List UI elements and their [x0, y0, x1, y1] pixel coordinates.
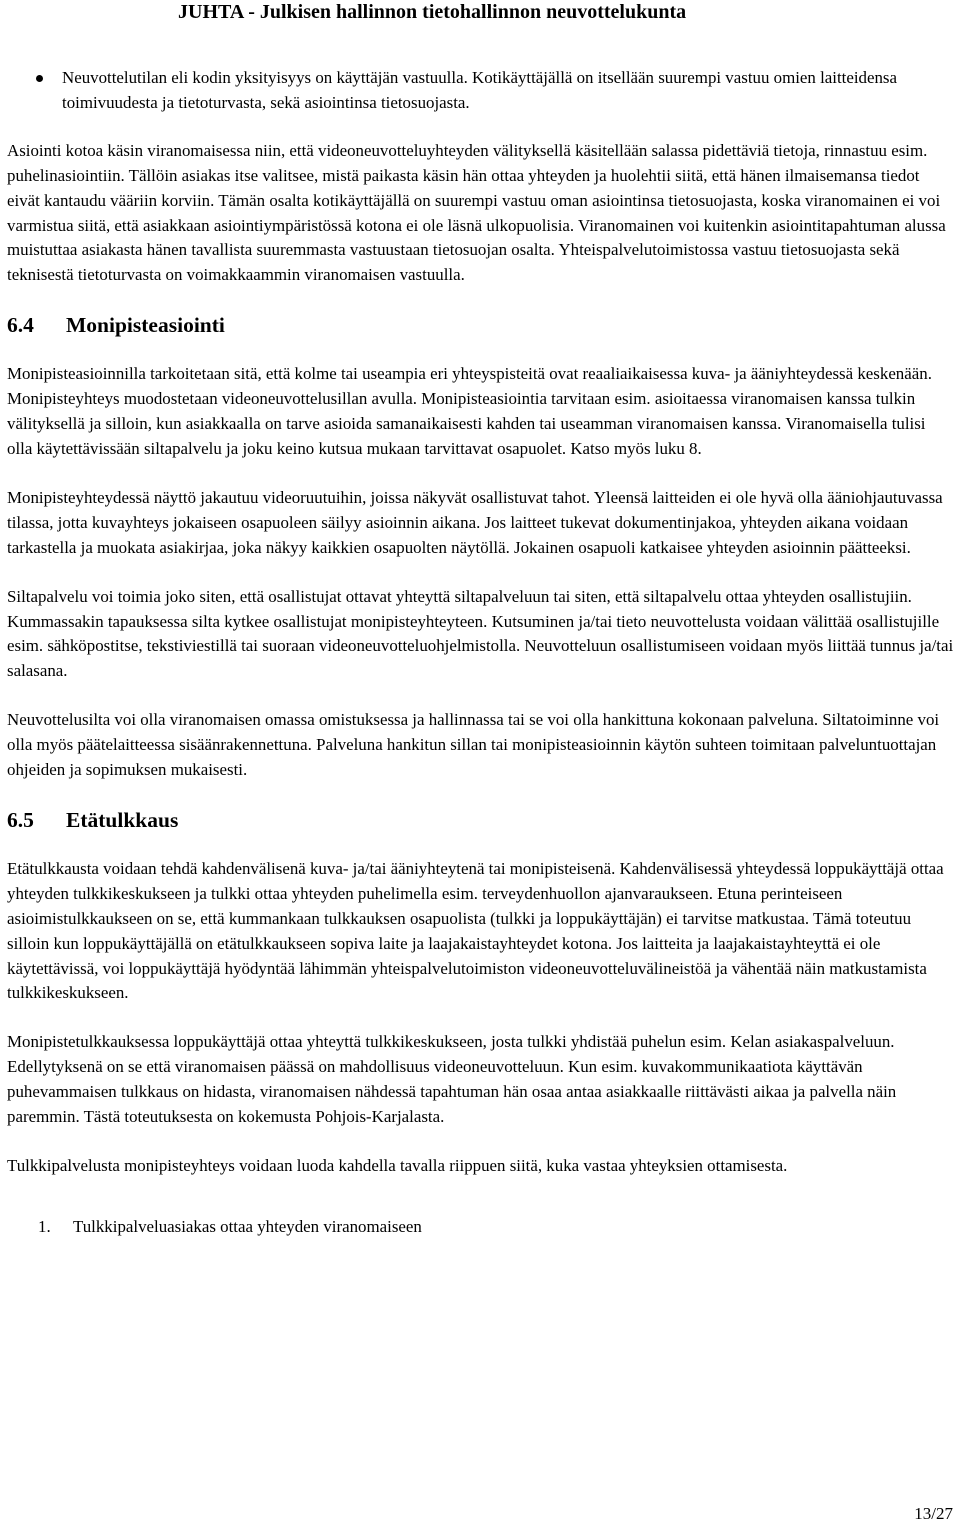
paragraph: Tulkkipalvelusta monipisteyhteys voidaan luoda kahdella tavalla riippuen siitä, kuka vastaa yhteyksien ottamisesta. — [7, 1156, 788, 1175]
document-body — [7, 66, 955, 1240]
section-number: 6.5 — [7, 807, 34, 832]
paragraph: Monipisteyhteydessä näyttö jakautuu videoruutuihin, joissa näkyvät osallistuvat tahot. Yleensä laitteiden ei ole hyvä olla ääniohjautuvassa tilassa, jotta kuvayhteys jokaiseen osapuoleen säilyy asioinnin aikana. Jos laitteet tukevat dokumentinjakoa, yhteyden aikana voidaan tarkastella ja muokata asiakirjaa, joka näkyy kaikkien osapuolten näytöllä. Jokainen osapuoli katkaisee yhteyden asioinnin päätteeksi. — [7, 487, 943, 557]
paragraph: Etätulkkausta voidaan tehdä kahdenvälisenä kuva- ja/tai ääniyhteytenä tai monipisteisenä. Kahdenvälisessä yhteydessä loppukäyttäjä ottaa yhteyden tulkkikeskukseen ja tulkki ottaa yhteyden puhelimella esim. terveydenhuollon ajanvaraukseen. Etuna perinteiseen asioimistulkkaukseen on se, että kummankaan tulkkauksen osapuolista (tulkki ja loppukäyttäjän) ei tarvitse matkustaa. Tämä toteutuu silloin kun loppukäyttäjällä on etätulkkaukseen sopiva laite ja laajakaistayhteydet kotona. Jos laitteita ja laajakaistayhteyttä ei ole käytettävissä, voi loppukäyttäjä hyödyntää lähimmän yhteispalvelutoimiston videoneuvotteluvälineistöä ja vähentää näin matkustamista tulkkikeskukseen. — [7, 858, 944, 1003]
paragraph: Monipistetulkkauksessa loppukäyttäjä ottaa yhteyttä tulkkikeskukseen, josta tulkki yhdistää puhelun esim. Kelan asiakaspalveluun. Edellytyksenä on se että viranomaisen päässä on mahdollisuus videoneuvotteluun. Kun esim. kuvakommunikaatiota käyttävän puhevammaisen tulkkaus on hidasta, viranomaisen nähdessä tapahtuman hän osaa antaa asiakkaalle riittävästi aikaa ja palvella näin paremmin. Tästä toteutuksesta on kokemusta Pohjois-Karjalasta. — [7, 1032, 897, 1127]
page-header-title: JUHTA - Julkisen hallinnon tietohallinnon neuvottelukunta — [178, 1, 687, 23]
paragraph: Monipisteasioinnilla tarkoitetaan sitä, että kolme tai useampia eri yhteyspisteitä ovat reaaliaikaisessa kuva- ja ääniyhteydessä keskenään. Monipisteyhteys muodostetaan videoneuvottelusillan avulla. Monipisteasiointia tarvitaan esim. asioitaessa viranomaisen kanssa tulkin välityksellä ja silloin, kun asiakkaalla on tarve asioida samanaikaisesti kahden tai useamman viranomaisen kanssa. Viranomaisella tulisi olla käytettävissään siltapalvelu ja joku keino kutsua mukaan tarvittavat osapuolet. Katso myös luku 8. — [7, 364, 932, 458]
paragraph: Neuvottelusilta voi olla viranomaisen omassa omistuksessa ja hallinnassa tai se voi olla hankittuna kokonaan palveluna. Siltatoiminne voi olla myös päätelaitteessa sisäänrakennettuna. Palveluna hankitun sillan tai monipisteasioinnin käytön suhteen toimitaan palveluntuottajan ohjeiden ja sopimuksen mukaisesti. — [7, 710, 940, 780]
bullet-icon — [36, 75, 43, 82]
section-heading-6-5 — [7, 807, 955, 833]
bullet-list-item — [7, 66, 955, 116]
list-item-text: Tulkkipalveluasiakas ottaa yhteyden viranomaiseen — [73, 1216, 422, 1236]
section-title: Monipisteasiointi — [66, 313, 225, 338]
bullet-text: Neuvottelutilan eli kodin yksityisyys on käyttäjän vastuulla. Kotikäyttäjällä on itsellään suurempi vastuu omien laitteidensa toimivuudesta ja tietoturvasta, sekä asiointinsa tietosuojasta. — [62, 68, 897, 112]
numbered-list-item — [7, 1215, 955, 1240]
section-heading-6-4 — [7, 312, 955, 338]
paragraph: Siltapalvelu voi toimia joko siten, että osallistujat ottavat yhteyttä siltapalveluun tai siten, että siltapalvelu ottaa yhteyden osallistujiin. Kummassakin tapauksessa silta kytkee osallistujat monipisteyhteyteen. Kutsuminen ja/tai tieto neuvottelusta voidaan välittää osallistujille esim. sähköpostitse, tekstiviestillä tai suoraan videoneuvotteluohjelmistolla. Neuvotteluun osallistumiseen voidaan myös liittää tunnus ja/tai salasana. — [7, 586, 954, 681]
list-marker: 1. — [38, 1216, 51, 1236]
page-number: 13/27 — [914, 1504, 953, 1523]
paragraph: Asiointi kotoa käsin viranomaisessa niin, että videoneuvotteluyhteyden välityksellä käsitellään salassa pidettäviä tietoja, rinnastuu esim. puhelinasiointiin. Tällöin asiakas itse valitsee, mistä paikasta käsin hän ottaa yhteyden ja huolehtii siitä, että hänen ilmaisemansa tiedot eivät kantaudu vääriin korviin. Tämän osalta kotikäyttäjällä on suurempi vastuu oman asiointinsa tietosuojasta, koska viranomainen ei voi varmistua siitä, että asiakkaan asiointiympäristössä kotona ei ole läsnä ulkopuolisia. Viranomainen voi kuitenkin asiointitapahtuman alussa muistuttaa asiakasta hänen tavallista suuremmasta vastuustaan tietosuojan osalta. Yhteispalvelutoimistossa vastuu tietosuojasta sekä teknisestä tietoturvasta on voimakkaammin viranomaisen vastuulla. — [7, 140, 946, 285]
section-number: 6.4 — [7, 313, 34, 338]
section-title: Etätulkkaus — [66, 807, 179, 832]
